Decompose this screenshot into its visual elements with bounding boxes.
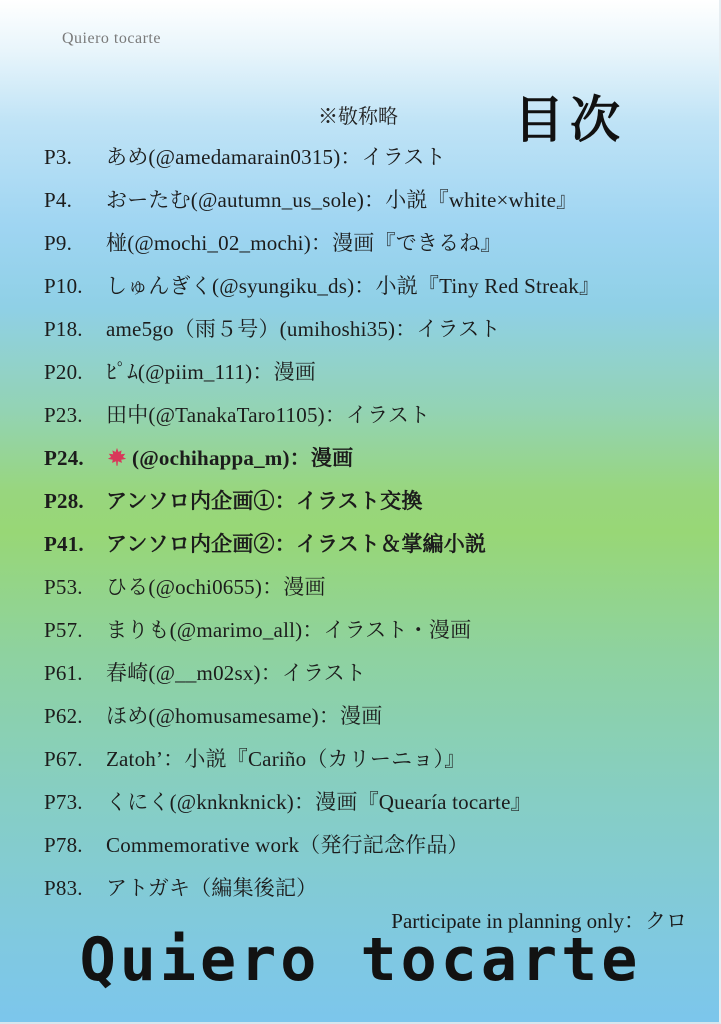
toc-page-number: P67.	[44, 747, 83, 771]
toc-entry-text: あめ(@amedamarain0315)：イラスト	[106, 145, 446, 169]
toc-entry-text: しゅんぎく(@syungiku_ds)：小説『Tiny Red Streak』	[106, 274, 601, 298]
toc-entry-text: くにく(@knknknick)：漫画『Quearía tocarte』	[106, 790, 532, 814]
toc-entry-text: まりも(@marimo_all)：イラスト・漫画	[106, 618, 472, 642]
toc-page-number: P61.	[44, 661, 83, 685]
toc-page-number: P4.	[44, 188, 73, 212]
toc-page-number: P41.	[44, 532, 84, 556]
toc-entry-text: ほめ(@homusamesame)：漫画	[106, 704, 383, 728]
honorific-note: ※敬称略	[318, 106, 398, 128]
toc-page-number: P73.	[44, 790, 83, 814]
toc-entry-text: Zatoh’：小説『Cariño（カリーニョ）』	[106, 747, 466, 771]
toc-entry	[44, 784, 714, 827]
toc-entry	[44, 225, 714, 268]
toc-entry	[44, 483, 714, 526]
toc-entry-text: 春崎(@__m02sx)：イラスト	[106, 661, 367, 685]
toc-entry	[44, 139, 714, 182]
toc-entry-text: アンソロ内企画②：イラスト＆掌編小説	[106, 532, 487, 556]
footer-title: Quiero tocarte	[79, 925, 642, 995]
toc-entry-text: ame5go（雨５号）(umihoshi35)：イラスト	[106, 317, 501, 341]
toc-title: 目次	[514, 91, 626, 149]
toc-entry	[44, 655, 714, 698]
toc-entry	[44, 698, 714, 741]
toc-page-number: P62.	[44, 704, 83, 728]
toc-entry	[44, 526, 714, 569]
toc-list	[44, 139, 714, 913]
toc-entry-text: (@ochihappa_m)：漫画	[132, 446, 354, 470]
participate-note: Participate in planning only：クロ	[391, 909, 687, 933]
toc-entry-text: ひる(@ochi0655)：漫画	[106, 575, 326, 599]
toc-entry	[44, 182, 714, 225]
toc-page-number: P24.	[44, 446, 84, 470]
toc-entry-text: おーたむ(@autumn_us_sole)：小説『white×white』	[106, 188, 578, 212]
toc-entry	[44, 311, 714, 354]
toc-page-number: P20.	[44, 360, 83, 384]
toc-page-number: P57.	[44, 618, 83, 642]
toc-entry	[44, 268, 714, 311]
toc-entry	[44, 440, 714, 483]
toc-entry-text: 椪(@mochi_02_mochi)：漫画『できるね』	[106, 231, 502, 255]
toc-entry	[44, 397, 714, 440]
toc-entry-text: アトガキ（編集後記）	[106, 876, 318, 900]
toc-entry	[44, 569, 714, 612]
toc-page-number: P3.	[44, 145, 73, 169]
toc-entry	[44, 612, 714, 655]
toc-page-number: P83.	[44, 876, 83, 900]
header-title: Quiero tocarte	[62, 30, 161, 47]
toc-page-number: P53.	[44, 575, 83, 599]
toc-entry-text: ﾋﾟﾑ(@piim_111)：漫画	[106, 360, 316, 384]
toc-entry-text: Commemorative work（発行記念作品）	[106, 833, 469, 857]
toc-page-number: P18.	[44, 317, 83, 341]
maple-leaf-icon	[106, 443, 128, 479]
toc-page-number: P23.	[44, 403, 83, 427]
toc-page-number: P9.	[44, 231, 73, 255]
toc-entry-text: アンソロ内企画①：イラスト交換	[106, 489, 423, 513]
toc-page-number: P28.	[44, 489, 84, 513]
toc-entry	[44, 827, 714, 870]
toc-page-number: P10.	[44, 274, 83, 298]
toc-entry	[44, 354, 714, 397]
toc-entry-text: 田中(@TanakaTaro1105)：イラスト	[106, 403, 431, 427]
toc-entry	[44, 741, 714, 784]
toc-page-number: P78.	[44, 833, 83, 857]
